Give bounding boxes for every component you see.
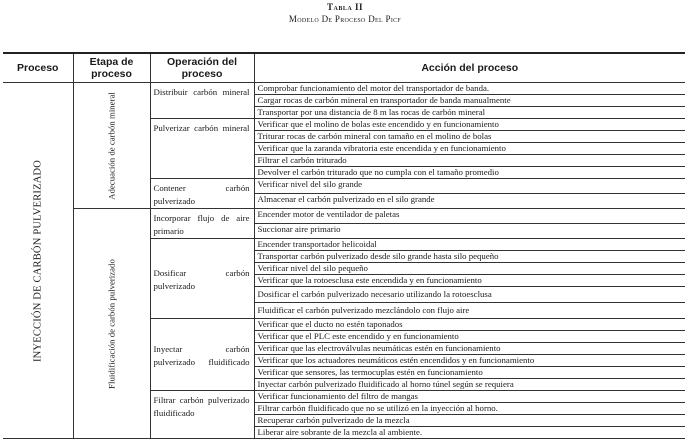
accion-cell: Recuperar carbón pulverizado de la mezcla bbox=[254, 415, 685, 427]
accion-cell: Verificar que los actuadores neumáticos estén encendidos y en funcionamiento bbox=[254, 355, 685, 367]
operacion-cell: Filtrar carbón pulverizado fluidificado bbox=[150, 391, 254, 439]
etapa-label: Fluidificación de carbón pulverizado bbox=[106, 258, 116, 389]
accion-cell: Verificar nivel del silo grande bbox=[254, 179, 685, 194]
accion-cell: Triturar rocas de carbón mineral con tamaño en el molino de bolas bbox=[254, 131, 685, 143]
accion-cell: Transportar por una distancia de 8 m las rocas de carbón mineral bbox=[254, 107, 685, 119]
table-body bbox=[3, 83, 685, 439]
accion-cell: Verificar que las electroválvulas neumáticas estén en funcionamiento bbox=[254, 343, 685, 355]
accion-cell: Cargar rocas de carbón mineral en transportador de banda manualmente bbox=[254, 95, 685, 107]
accion-cell: Transportar carbón pulverizado desde silo grande hasta silo pequeño bbox=[254, 251, 685, 263]
header-accion: Acción del proceso bbox=[254, 53, 685, 83]
header-etapa: Etapa de proceso bbox=[73, 53, 150, 83]
operacion-cell: Pulverizar carbón mineral bbox=[150, 119, 254, 179]
table-row bbox=[3, 209, 685, 224]
operacion-cell: Incorporar flujo de aire primario bbox=[150, 209, 254, 239]
operacion-cell: Dosificar carbón pulverizado bbox=[150, 239, 254, 319]
accion-cell: Encender motor de ventilador de paletas bbox=[254, 209, 685, 224]
accion-cell: Liberar aire sobrante de la mezcla al ambiente. bbox=[254, 427, 685, 439]
operacion-cell: Distribuir carbón mineral bbox=[150, 83, 254, 119]
proceso-label: INYECCIÓN DE CARBÓN PULVERIZADO bbox=[32, 159, 44, 362]
etapa-cell bbox=[73, 83, 150, 209]
etapa-label: Adecuación de carbón mineral bbox=[106, 91, 116, 200]
accion-cell: Succionar aire primario bbox=[254, 224, 685, 239]
accion-cell: Filtrar el carbón triturado bbox=[254, 155, 685, 167]
accion-cell: Verificar funcionamiento del filtro de mangas bbox=[254, 391, 685, 403]
operacion-cell: Contener carbón pulverizado bbox=[150, 179, 254, 209]
accion-cell: Filtrar carbón fluidificado que no se utilizó en la inyección al horno. bbox=[254, 403, 685, 415]
accion-cell: Verificar que sensores, las termocuplas estén en funcionamiento bbox=[254, 367, 685, 379]
accion-cell: Verificar nivel del silo pequeño bbox=[254, 263, 685, 275]
header-proceso: Proceso bbox=[3, 53, 73, 83]
process-model-table bbox=[3, 52, 685, 439]
accion-cell: Fluidificar el carbón pulverizado mezclándolo con flujo aire bbox=[254, 303, 685, 319]
accion-cell: Inyectar carbón pulverizado fluidificado al horno túnel según se requiera bbox=[254, 379, 685, 391]
accion-cell: Verificar que el ducto no estén taponados bbox=[254, 319, 685, 331]
accion-cell: Devolver el carbón triturado que no cumpla con el tamaño promedio bbox=[254, 167, 685, 179]
header-row bbox=[3, 53, 685, 83]
accion-cell: Comprobar funcionamiento del motor del transportador de banda. bbox=[254, 83, 685, 95]
accion-cell: Verificar que el PLC este encendido y en funcionamiento bbox=[254, 331, 685, 343]
header-operacion: Operación del proceso bbox=[150, 53, 254, 83]
proceso-cell bbox=[3, 83, 73, 439]
accion-cell: Verificar que la rotoesclusa este encendida y en funcionamiento bbox=[254, 275, 685, 287]
etapa-cell bbox=[73, 209, 150, 439]
table-title: Modelo De Proceso Del Picf bbox=[288, 14, 402, 24]
accion-cell: Almacenar el carbón pulverizado en el silo grande bbox=[254, 194, 685, 209]
accion-cell: Verificar que el molino de bolas este encendido y en funcionamiento bbox=[254, 119, 685, 131]
table-number: Tabla II bbox=[327, 2, 363, 12]
table-row bbox=[3, 83, 685, 95]
accion-cell: Verificar que la zaranda vibratoria este encendida y en funcionamiento bbox=[254, 143, 685, 155]
accion-cell: Dosificar el carbón pulverizado necesario utilizando la rotoesclusa bbox=[254, 287, 685, 303]
operacion-cell: Inyectar carbón pulverizado fluidificado bbox=[150, 319, 254, 391]
accion-cell: Encender transportador helicoidal bbox=[254, 239, 685, 251]
